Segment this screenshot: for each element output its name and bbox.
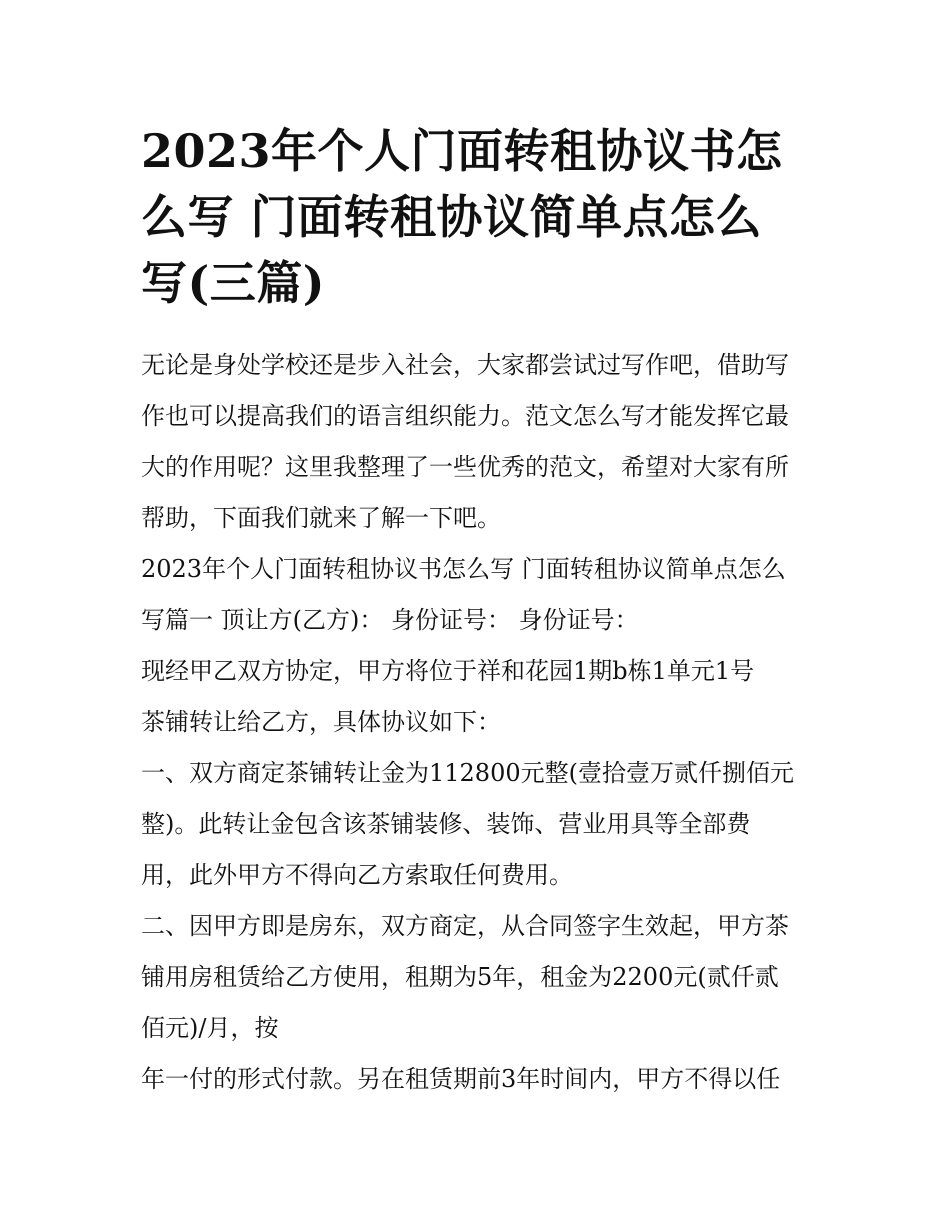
- agreement-intro-paragraph: 现经甲乙双方协定，甲方将位于祥和花园1期b栋1单元1号 茶铺转让给乙方，具体协议如下：: [141, 657, 755, 736]
- clause-one-paragraph: 一、双方商定茶铺转让金为112800元整(壹拾壹万贰仟捌佰元 整)。此转让金包含该茶铺装修、装饰、营业用具等全部费 用，此外甲方不得向乙方索取任何费用。: [141, 759, 794, 889]
- section-heading-paragraph: 2023年个人门面转租协议书怎么写 门面转租协议简单点怎么 写篇一 顶让方(乙方)： 身份证号： 身份证号：: [141, 555, 786, 634]
- document-body: [141, 118, 813, 1105]
- document-title: 2023年个人门面转租协议书怎 么写 门面转租协议简单点怎么 写(三篇): [141, 124, 783, 310]
- clause-two-continuation-paragraph: 年一付的形式付款。另在租赁期前3年时间内，甲方不得以任: [141, 1065, 781, 1093]
- intro-paragraph: 无论是身处学校还是步入社会，大家都尝试过写作吧，借助写 作也可以提高我们的语言组织能力。范文怎么写才能发挥它最 大的作用呢？这里我整理了一些优秀的范文，希望对大家有所 帮助，下面我们就来了解一下吧。: [141, 351, 789, 532]
- clause-two-paragraph: 二、因甲方即是房东，双方商定，从合同签字生效起，甲方茶 铺用房租赁给乙方使用，租期为5年，租金为2200元(贰仟贰 佰元)/月，按: [141, 912, 789, 1042]
